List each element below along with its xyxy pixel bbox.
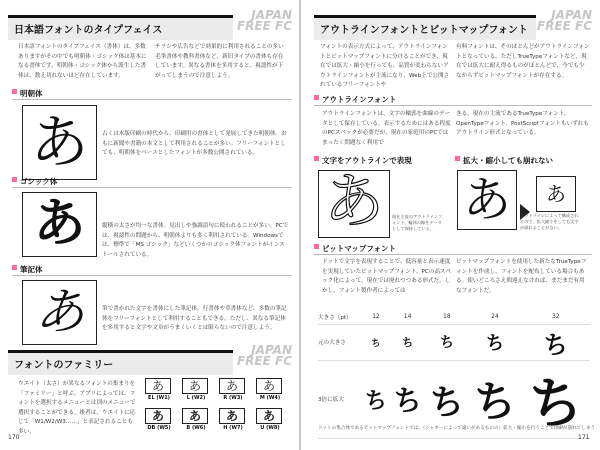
family-weight-name: B (186, 425, 191, 431)
size-row-label: 大きさ（pt） (318, 310, 362, 324)
left-logo-line1: JAPAN (251, 8, 292, 22)
family-cell (219, 408, 247, 431)
family-section-title: フォントのファミリー (14, 360, 114, 371)
outline-heading: アウトラインフォント (314, 94, 396, 105)
size-cell: 32 (522, 310, 590, 324)
gothic-sample-glyph: あ (33, 194, 86, 254)
size-cell: 12 (362, 310, 390, 324)
family-weight-name: U (260, 425, 265, 431)
family-weight-code: (W4) (266, 395, 281, 401)
outline-note: 現在主流のアウトラインフォント。輪郭の線をデータとして保持している。 (392, 214, 443, 231)
mincho-heading-rule (12, 99, 292, 100)
family-weight-name: L (186, 395, 190, 401)
left-logo (230, 10, 292, 32)
bitmap-glyph: ち (473, 377, 516, 426)
brush-heading-rule (12, 275, 292, 276)
family-label (256, 425, 284, 431)
bitmap-heading-rule (314, 254, 592, 255)
bitmap-glyph: ち (439, 335, 454, 351)
table-row (318, 324, 590, 360)
orig-row-label: 元の大きさ (318, 324, 362, 360)
bitmap-glyph: ち (364, 388, 387, 414)
family-text: ウエイト（太さ）が異なるフォントの集まりを「ファミリー」と呼ぶ。アプリによっては、フォントを選択するメニューとは別のメニューで選択することができる。後者は、ウエイトに応じて「W1/W2/W3……」と表記されることも多い。 (18, 381, 136, 435)
family-glyph: あ (182, 378, 208, 394)
family-label (182, 425, 210, 431)
family-label (256, 395, 284, 401)
family-glyph: あ (145, 408, 171, 424)
mincho-sample-box (22, 105, 97, 180)
left-section-header (8, 15, 233, 40)
bitmap-glyph: ち (402, 336, 414, 349)
family-weight-code: (W5) (157, 425, 171, 431)
fig1-heading: 文字をアウトラインで表現 (314, 155, 412, 166)
right-intro-col2: 有料フォントは、そのほとんどがアウトラインフォントとなっている。ただしTrueTypeフォントなど、現在では拡大に耐え得るものがほとんどで、今でも少なからずビットマップフォントが存在する。 (456, 44, 590, 79)
family-logo-line1: JAPAN (251, 343, 292, 357)
size-cell: 14 (390, 310, 425, 324)
bitmap-glyph: ち (543, 330, 568, 359)
right-logo (530, 10, 592, 32)
brush-sample-glyph: あ (34, 283, 85, 341)
family-cell (182, 378, 210, 401)
family-glyph: あ (256, 408, 282, 424)
family-weight-name: M (259, 395, 265, 401)
right-intro-col1: フォントの表示方式によって、アウトラインフォントとビットマップフォントに分けることができ、現在では拡大・縮小を行っても、品質が変わらないアウトラインフォントが主流になり、Web上で公開されているフリーフォントや (320, 44, 450, 88)
orig-glyph-cell (362, 324, 390, 360)
bitmap-glyph: ち (485, 333, 504, 354)
bitmap-size-table (318, 310, 590, 439)
right-section-title: アウトラインフォントとビットマップフォント (320, 25, 528, 36)
gothic-sample-box (22, 192, 97, 257)
bitmap-heading: ビットマップフォント (314, 243, 396, 254)
family-glyph: あ (145, 378, 171, 394)
family-weight-code: (W3) (229, 395, 243, 401)
outline-sample-box (318, 170, 390, 238)
zoom-small-box (536, 176, 576, 212)
bitmap-text-col1: ドットで文字を表現することで、低容量と表示速度を実現していたビットマップフォント。PCの高スペック化によって、現在では廃れつつある形式だ。しかし、フォント製作者によっては (322, 259, 452, 294)
right-logo-line1: JAPAN (551, 8, 592, 22)
orig-glyph-cell (468, 324, 521, 360)
family-weight-code: (W1) (156, 395, 170, 401)
fig2-heading: 拡大・縮小しても崩れない (455, 155, 553, 166)
outline-heading-rule (314, 105, 592, 106)
right-logo-line2: FREE FC (536, 19, 592, 33)
size-cell: 24 (468, 310, 521, 324)
mincho-sample-glyph: あ (30, 108, 89, 176)
bitmap-text-col2: ビットマップフォントを使用した新たなTrueTypeフォントを作成し、フォントを配布している場合もある。使いどころさえ間違えなければ、まだまだ有用なフォントだ。 (456, 259, 587, 294)
brush-text: 筆で書かれた文字を書体にした筆記体。行書体や草書体など、多数の筆記体をフリーフォントとして利用することもできる。ただし、異なる筆記体を多用すると文字や文章がうまくいくとは限らないので注意しよう。 (102, 306, 287, 331)
gothic-heading-rule (12, 187, 292, 188)
family-glyph: あ (182, 408, 208, 424)
family-weight-name: R (223, 395, 228, 401)
size-cell: 18 (425, 310, 468, 324)
family-weight-grid (145, 378, 295, 438)
family-label (219, 425, 247, 431)
family-glyph: あ (219, 408, 245, 424)
family-cell (182, 408, 210, 431)
family-cell (256, 408, 284, 431)
family-weight-code: (W8) (266, 425, 280, 431)
outline-sample-glyph: あ (324, 170, 384, 237)
zoom-large-glyph: あ (462, 172, 511, 228)
mincho-text: 古くは木版印刷の時代から、印刷用の書体として発展してきた明朝体。おもに新聞や書籍の本文として利用されることが多い。フリーフォントとしても、明朝体をベースとしたフォントが多数公開されている。 (102, 131, 287, 156)
left-section-title: 日本語フォントのタイプフェイス (14, 25, 163, 36)
family-weight-name: DB (147, 425, 156, 431)
outline-text-col1: アウトラインフォントは、文字の輪郭を曲線のデータとして保存している。表示するためにはある程度のPCスペックが必要だが、現在の家庭用のPCではまったく問題なく利用で (322, 111, 451, 146)
zoom-note: アウトラインによって構成されるので、拡大縮小をしても文字が崩れることがない。 (520, 213, 579, 230)
zoom-row-label: 3倍に拡大 (318, 360, 362, 438)
family-weight-code: (W2) (191, 395, 206, 401)
bitmap-glyph: ち (429, 382, 464, 423)
family-section-header (8, 350, 233, 375)
left-logo-line2: FREE FC (236, 19, 292, 33)
mincho-heading: 明朝体 (12, 88, 43, 99)
family-cell (145, 378, 173, 401)
family-glyph: あ (219, 378, 245, 394)
right-page-number: 171 (578, 434, 590, 441)
bitmap-glyph: ち (528, 371, 583, 435)
family-label (182, 395, 210, 401)
brush-sample-box (22, 280, 97, 345)
bitmap-glyph: ち (371, 338, 381, 349)
orig-glyph-cell (425, 324, 468, 360)
family-cell (219, 378, 247, 401)
family-weight-name: H (223, 425, 228, 431)
family-weight-code: (W7) (229, 425, 243, 431)
table-row (318, 310, 590, 324)
left-intro-col2: チラシや広告などで効果的に利用されることの多い毛筆書体や教科書体など、新旧タイプの書体も存在しています。異なる書体を多用すると、視認性が下がってしまうので注意しよう。 (155, 44, 284, 79)
left-page-number: 170 (8, 434, 20, 441)
bitmap-glyph: ち (393, 384, 422, 417)
family-label (145, 425, 173, 431)
table-caption: ドットの集合体であるビットマップフォントでは、（ジャギーによって違いがあるものの）拡大・縮小を行うことで印刷が崩れてしまう (318, 426, 596, 431)
family-weight-code: (W6) (191, 425, 206, 431)
zoom-large-box (457, 170, 517, 230)
zoom-small-glyph: あ (546, 182, 566, 206)
family-logo (230, 345, 292, 367)
orig-glyph-cell (390, 324, 425, 360)
right-section-header (314, 15, 536, 40)
outline-text-col2: きる。現在の主流であるTrueTypeフォント、OpenTypeフォント、PostScriptフォントもいずれもアウトライン形式となっている。 (456, 111, 589, 136)
family-logo-line2: FREE FC (236, 354, 292, 368)
brush-heading: 筆記体 (12, 264, 43, 275)
gothic-text: 縦横の太さが均一な書体。見出しや強調語句に使われることが多い。PCでは、視認性の問題から、明朝体よりも多く利用されている。Windowsでは、標準で「MS ゴシック」などいくつかのゴシック体フォントがインストールされている。 (102, 223, 289, 258)
family-glyph: あ (256, 378, 282, 394)
gothic-heading: ゴシック体 (12, 176, 57, 187)
family-label (219, 395, 247, 401)
orig-glyph-cell (522, 324, 590, 360)
family-weight-name: EL (148, 395, 155, 401)
left-intro-col1: 日本語フォントのタイプフェイス（書体）は、多数ありますがその中でも明朝体・ゴシック体は基本になる書体です。明朝体・ゴシック体から派生した書体は、数え切れないほど存在しています。 (18, 44, 147, 79)
family-cell (145, 408, 173, 431)
family-label (145, 395, 173, 401)
family-cell (256, 378, 284, 401)
